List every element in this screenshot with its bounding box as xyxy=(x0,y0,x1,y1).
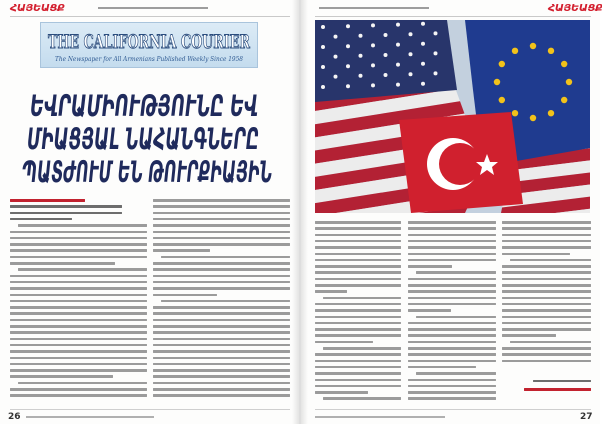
text-line xyxy=(10,394,147,397)
text-line xyxy=(315,271,401,274)
text-line xyxy=(315,322,401,325)
text-line xyxy=(408,309,451,312)
us-star xyxy=(409,72,413,76)
headline-line-2: ՄԻԱՑՅԱԼ ՆԱՀԱՆԳՆԵՐԸ xyxy=(27,122,259,156)
text-line xyxy=(18,382,147,385)
text-line xyxy=(10,350,147,353)
us-star xyxy=(346,64,350,68)
text-line xyxy=(315,246,401,249)
body-text-column-2 xyxy=(408,221,496,403)
text-line xyxy=(10,212,122,215)
text-line xyxy=(153,350,290,353)
text-line xyxy=(502,290,591,293)
us-star xyxy=(384,53,388,57)
text-line xyxy=(323,297,401,300)
text-line xyxy=(153,218,290,221)
text-line xyxy=(10,375,113,378)
text-line xyxy=(408,347,496,350)
page-number: 27 xyxy=(580,412,593,422)
text-line xyxy=(153,325,290,328)
text-line xyxy=(323,347,401,350)
text-line xyxy=(408,234,496,237)
us-star xyxy=(396,83,400,87)
text-line xyxy=(315,290,347,293)
text-line xyxy=(502,234,591,237)
body-text-column-2 xyxy=(153,199,290,403)
text-line xyxy=(510,259,591,262)
text-line xyxy=(10,237,147,240)
footer-rule xyxy=(10,409,290,410)
eu-star xyxy=(512,110,518,116)
article-headline xyxy=(10,88,288,192)
turkey-flag-icon xyxy=(399,112,523,213)
headline-line-1: ԵՎՐԱՄԻՈՒԹՅՈՒՆԸ ԵՎ xyxy=(30,89,258,123)
text-line xyxy=(10,231,147,234)
text-line xyxy=(153,199,290,202)
text-line xyxy=(153,205,290,208)
text-line xyxy=(153,294,217,297)
text-line xyxy=(502,227,591,230)
text-line xyxy=(10,199,85,202)
us-star xyxy=(396,43,400,47)
eu-star xyxy=(499,61,505,67)
text-line xyxy=(10,312,147,315)
text-line xyxy=(153,231,290,234)
text-line xyxy=(315,221,401,224)
text-line xyxy=(10,300,147,303)
text-line xyxy=(408,353,496,356)
text-line xyxy=(502,297,591,300)
eu-star xyxy=(561,97,567,103)
eu-star xyxy=(548,110,554,116)
text-line xyxy=(153,237,290,240)
text-line xyxy=(161,300,290,303)
text-line xyxy=(315,341,373,344)
text-line xyxy=(408,341,496,344)
courier-title: THE CALIFORNIA COURIER xyxy=(48,31,251,53)
text-line xyxy=(315,353,401,356)
text-line xyxy=(510,341,591,344)
flags-photo xyxy=(315,20,590,213)
text-line xyxy=(315,227,401,230)
us-star xyxy=(421,42,425,46)
text-line xyxy=(315,259,401,262)
us-star xyxy=(346,84,350,88)
text-line xyxy=(10,338,147,341)
text-line xyxy=(408,253,496,256)
text-line xyxy=(10,357,147,360)
text-line xyxy=(502,328,591,331)
text-line xyxy=(315,385,401,388)
text-line xyxy=(315,278,401,281)
text-line xyxy=(502,303,591,306)
text-line xyxy=(153,306,290,309)
us-star xyxy=(321,45,325,49)
text-line xyxy=(315,360,401,363)
text-line xyxy=(10,243,147,246)
text-line xyxy=(10,319,147,322)
text-line xyxy=(18,224,147,227)
text-line xyxy=(408,303,496,306)
text-line xyxy=(153,394,290,397)
text-line xyxy=(502,284,591,287)
page-fold-shadow xyxy=(292,0,308,424)
text-line xyxy=(153,224,290,227)
text-line xyxy=(153,338,290,341)
eu-star xyxy=(561,61,567,67)
text-line xyxy=(502,353,591,356)
text-line xyxy=(153,357,290,360)
text-line xyxy=(408,240,496,243)
translator-signature-name xyxy=(524,388,591,391)
text-line xyxy=(10,369,147,372)
us-star xyxy=(346,24,350,28)
page-number: 26 xyxy=(8,412,21,422)
magazine-logo: ՀԱՅԵԱՑՔ xyxy=(548,3,602,14)
text-line xyxy=(10,249,147,252)
text-line xyxy=(416,271,496,274)
text-line xyxy=(153,268,290,271)
text-line xyxy=(416,372,496,375)
eu-star xyxy=(530,115,536,121)
eu-star xyxy=(494,79,500,85)
text-line xyxy=(153,212,290,215)
text-line xyxy=(153,388,290,391)
us-star xyxy=(421,82,425,86)
us-star xyxy=(321,65,325,69)
text-line xyxy=(161,256,290,259)
body-text-column-3 xyxy=(502,221,591,403)
text-line xyxy=(10,325,147,328)
footer-line xyxy=(315,416,445,418)
us-star xyxy=(434,31,438,35)
text-line xyxy=(502,271,591,274)
us-star xyxy=(321,25,325,29)
text-line xyxy=(10,262,115,265)
eu-star xyxy=(512,48,518,54)
us-star xyxy=(434,51,438,55)
text-line xyxy=(502,322,591,325)
text-line xyxy=(10,275,147,278)
text-line xyxy=(408,322,496,325)
text-line xyxy=(315,253,401,256)
text-line xyxy=(315,372,401,375)
text-line xyxy=(408,259,496,262)
text-line xyxy=(153,319,290,322)
us-star xyxy=(371,43,375,47)
text-line xyxy=(153,363,290,366)
text-line xyxy=(323,397,401,400)
text-line xyxy=(315,328,401,331)
text-line xyxy=(10,287,147,290)
text-line xyxy=(10,281,147,284)
eu-star xyxy=(566,79,572,85)
text-line xyxy=(408,334,496,337)
text-line xyxy=(153,275,290,278)
us-star xyxy=(371,83,375,87)
us-star xyxy=(371,63,375,67)
text-line xyxy=(153,382,290,385)
text-line xyxy=(315,366,401,369)
text-line xyxy=(153,344,290,347)
header-issue-line xyxy=(98,7,208,9)
text-line xyxy=(408,385,496,388)
text-line xyxy=(10,344,147,347)
text-line xyxy=(408,278,496,281)
right-page xyxy=(301,0,600,424)
text-line xyxy=(315,379,401,382)
us-star xyxy=(334,35,338,39)
eu-star xyxy=(499,97,505,103)
text-line xyxy=(153,369,290,372)
text-line xyxy=(502,347,591,350)
text-line xyxy=(408,284,496,287)
left-page xyxy=(0,0,299,424)
text-line xyxy=(502,316,591,319)
text-line xyxy=(10,363,147,366)
text-line xyxy=(502,246,591,249)
us-star xyxy=(359,34,363,38)
text-line xyxy=(10,306,147,309)
text-line xyxy=(408,290,496,293)
text-line xyxy=(408,379,496,382)
text-line xyxy=(10,205,122,208)
us-star xyxy=(409,52,413,56)
text-line xyxy=(315,316,401,319)
text-line xyxy=(315,265,401,268)
courier-tagline: The Newspaper for All Armenians Published Weekly Since 1958 xyxy=(55,55,243,63)
eu-star xyxy=(530,43,536,49)
text-line xyxy=(315,391,368,394)
text-line xyxy=(502,360,591,363)
text-line xyxy=(10,388,147,391)
text-line xyxy=(416,316,496,319)
text-line xyxy=(153,243,290,246)
text-line xyxy=(153,281,290,284)
footer-rule xyxy=(315,409,591,410)
text-line xyxy=(502,221,591,224)
text-line xyxy=(502,265,591,268)
us-star xyxy=(359,54,363,58)
text-line xyxy=(315,309,401,312)
magazine-logo: ՀԱՅԵԱՑՔ xyxy=(10,3,65,14)
header-rule xyxy=(315,16,591,17)
us-star xyxy=(396,23,400,27)
us-star xyxy=(359,74,363,78)
text-line xyxy=(408,221,496,224)
text-line xyxy=(502,253,570,256)
text-line xyxy=(408,366,476,369)
header-issue-line xyxy=(319,7,429,9)
courier-banner-art xyxy=(41,23,257,67)
us-star xyxy=(396,63,400,67)
text-line xyxy=(18,268,147,271)
text-line xyxy=(315,240,401,243)
text-line xyxy=(153,249,210,252)
us-star xyxy=(334,55,338,59)
text-line xyxy=(153,331,290,334)
body-text-column-1 xyxy=(315,221,401,403)
text-line xyxy=(408,246,496,249)
text-line xyxy=(408,265,452,268)
us-star xyxy=(334,75,338,79)
text-line xyxy=(315,334,401,337)
text-line xyxy=(502,309,591,312)
text-line xyxy=(10,256,147,259)
us-star xyxy=(371,23,375,27)
footer-line xyxy=(26,416,154,418)
text-line xyxy=(408,397,496,400)
text-line xyxy=(502,240,591,243)
us-star xyxy=(409,32,413,36)
headline-line-3: ՊԱՏԺՈՒՄ ԵՆ ԹՈՒՐՔԻԱՅԻՆ xyxy=(22,155,272,189)
text-line xyxy=(10,218,72,221)
us-star xyxy=(421,62,425,66)
california-courier-banner xyxy=(40,22,258,68)
text-line xyxy=(153,287,290,290)
header-rule xyxy=(10,16,290,17)
text-line xyxy=(408,297,496,300)
text-line xyxy=(10,294,147,297)
us-star xyxy=(421,22,425,26)
text-line xyxy=(408,328,496,331)
text-line xyxy=(153,262,290,265)
us-star xyxy=(434,71,438,75)
translator-signature-line xyxy=(533,380,591,383)
text-line xyxy=(408,391,496,394)
text-line xyxy=(315,234,401,237)
body-text-column-1 xyxy=(10,199,147,403)
text-line xyxy=(502,278,591,281)
us-star xyxy=(321,85,325,89)
text-line xyxy=(408,227,496,230)
us-star xyxy=(346,44,350,48)
text-line xyxy=(502,334,556,337)
text-line xyxy=(408,360,496,363)
us-star xyxy=(384,73,388,77)
text-line xyxy=(315,303,401,306)
text-line xyxy=(153,312,290,315)
text-line xyxy=(10,331,147,334)
eu-star xyxy=(548,48,554,54)
us-star xyxy=(384,33,388,37)
text-line xyxy=(153,375,290,378)
text-line xyxy=(315,284,401,287)
